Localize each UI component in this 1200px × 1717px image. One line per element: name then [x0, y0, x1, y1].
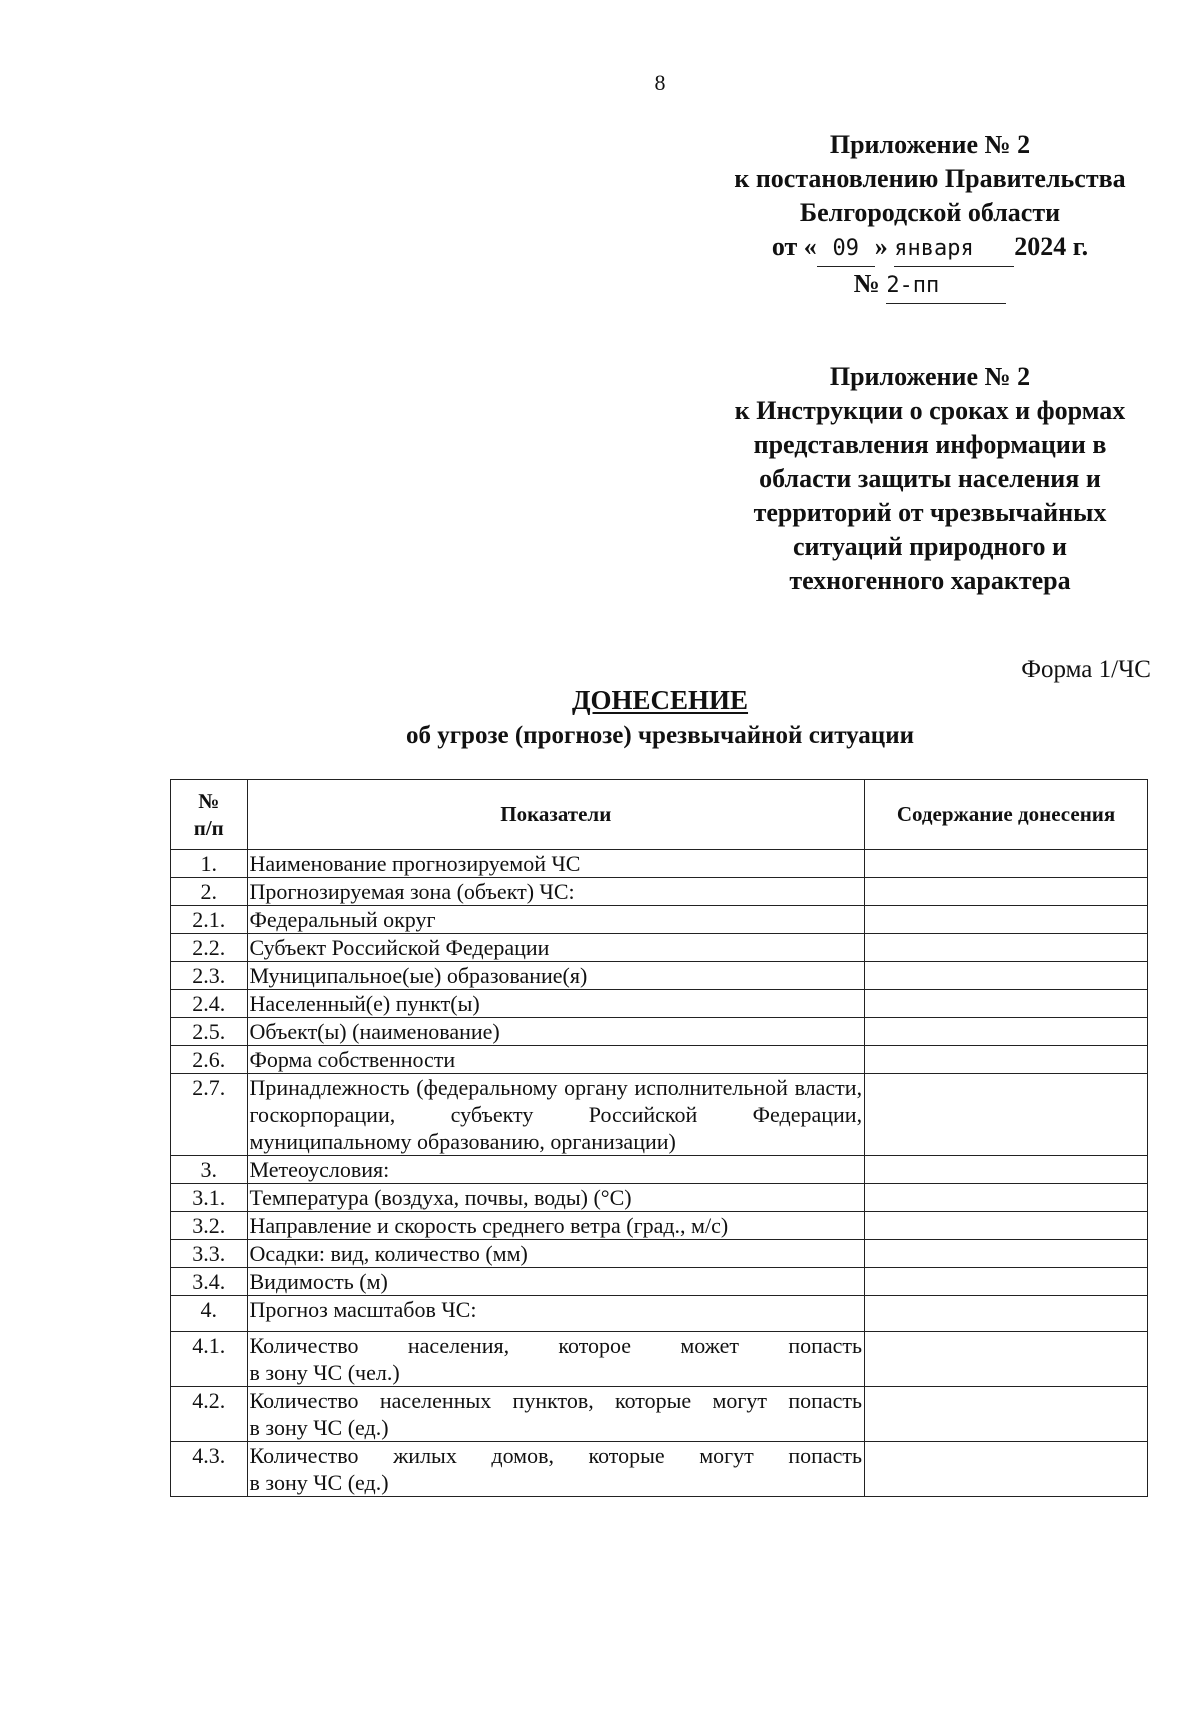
row-number: 4.: [171, 1296, 248, 1332]
row-indicator: [247, 1442, 865, 1497]
row-indicator: Температура (воздуха, почвы, воды) (°С): [247, 1184, 865, 1212]
row-value: [865, 1296, 1148, 1332]
row-value: [865, 1018, 1148, 1046]
date-prefix: от «: [771, 232, 817, 261]
appendix-decree-date: [700, 230, 1160, 267]
row-indicator: [247, 1332, 865, 1387]
row-indicator: Прогнозируемая зона (объект) ЧС:: [247, 878, 865, 906]
row-indicator: Прогноз масштабов ЧС:: [247, 1296, 865, 1332]
header-number-line1: №: [198, 788, 220, 813]
row-value: [865, 1156, 1148, 1184]
row-indicator-line2: в зону ЧС (ед.): [249, 1415, 389, 1440]
row-value: [865, 1184, 1148, 1212]
row-value: [865, 934, 1148, 962]
instruction-line: ситуаций природного и: [793, 532, 1067, 561]
table-row: [171, 1387, 1148, 1442]
row-indicator: Субъект Российской Федерации: [247, 934, 865, 962]
row-indicator-line1: Количество населенных пунктов, которые могут попасть: [249, 1388, 863, 1413]
number-prefix: №: [853, 269, 880, 298]
row-indicator: Муниципальное(ые) образование(я): [247, 962, 865, 990]
row-number: 2.4.: [171, 990, 248, 1018]
header-number-line2: п/п: [193, 815, 224, 840]
row-value: [865, 850, 1148, 878]
row-number: 3.3.: [171, 1240, 248, 1268]
date-day: 09: [817, 232, 875, 267]
row-number: 2.7.: [171, 1074, 248, 1156]
row-indicator: Метеоусловия:: [247, 1156, 865, 1184]
header-content: Содержание донесения: [865, 780, 1148, 850]
table-row: [171, 1442, 1148, 1497]
row-value: [865, 990, 1148, 1018]
table-row: [171, 990, 1148, 1018]
row-indicator: Федеральный округ: [247, 906, 865, 934]
row-indicator: Объект(ы) (наименование): [247, 1018, 865, 1046]
row-value: [865, 1332, 1148, 1387]
row-number: 2.1.: [171, 906, 248, 934]
appendix-decree-number: [700, 267, 1160, 304]
decree-number: 2-пп: [886, 269, 1006, 304]
table-row: [171, 1212, 1148, 1240]
table-row: [171, 1074, 1148, 1156]
instruction-line: Приложение № 2: [829, 362, 1031, 391]
row-indicator: Наименование прогнозируемой ЧС: [247, 850, 865, 878]
row-number: 4.1.: [171, 1332, 248, 1387]
row-indicator: Принадлежность (федеральному органу исполнительной власти, госкорпорации, субъекту Российской Федерации, муниципальному образованию, организации): [247, 1074, 865, 1156]
row-number: 2.3.: [171, 962, 248, 990]
row-indicator: Видимость (м): [247, 1268, 865, 1296]
appendix-decree-line2: к постановлению Правительства: [734, 164, 1126, 193]
table-row: [171, 906, 1148, 934]
header-number: [171, 780, 248, 850]
form-code: Форма 1/ЧС: [1021, 656, 1151, 683]
row-value: [865, 1268, 1148, 1296]
instruction-line: области защиты населения и: [759, 464, 1101, 493]
row-value: [865, 906, 1148, 934]
header-indicators: Показатели: [247, 780, 865, 850]
row-indicator: Форма собственности: [247, 1046, 865, 1074]
table-row: [171, 962, 1148, 990]
row-number: 2.6.: [171, 1046, 248, 1074]
row-number: 3.2.: [171, 1212, 248, 1240]
row-value: [865, 1387, 1148, 1442]
table-row: [171, 1240, 1148, 1268]
page-number: 8: [654, 70, 666, 95]
row-indicator: Осадки: вид, количество (мм): [247, 1240, 865, 1268]
appendix-decree-header: [700, 128, 1160, 304]
row-number: 3.4.: [171, 1268, 248, 1296]
row-value: [865, 878, 1148, 906]
row-number: 3.1.: [171, 1184, 248, 1212]
document-subtitle: об угрозе (прогнозе) чрезвычайной ситуации: [405, 722, 915, 749]
instruction-line: техногенного характера: [789, 566, 1071, 595]
row-number: 4.2.: [171, 1387, 248, 1442]
table-row: [171, 850, 1148, 878]
row-number: 1.: [171, 850, 248, 878]
row-indicator: Направление и скорость среднего ветра (град., м/с): [247, 1212, 865, 1240]
row-value: [865, 962, 1148, 990]
row-value: [865, 1074, 1148, 1156]
table-row: [171, 1018, 1148, 1046]
row-value: [865, 1212, 1148, 1240]
row-indicator-line2: в зону ЧС (ед.): [249, 1470, 389, 1495]
appendix-decree-line3: Белгородской области: [799, 198, 1061, 227]
table-row: [171, 1296, 1148, 1332]
instruction-line: представления информации в: [753, 430, 1107, 459]
row-indicator-line1: Количество населения, которое может попасть: [249, 1333, 863, 1358]
table-header-row: [171, 780, 1148, 850]
row-number: 2.: [171, 878, 248, 906]
date-year: 2024 г.: [1014, 232, 1089, 261]
instruction-line: к Инструкции о сроках и формах: [734, 396, 1126, 425]
table-row: [171, 934, 1148, 962]
appendix-instruction-header: [700, 360, 1160, 598]
row-number: 4.3.: [171, 1442, 248, 1497]
date-month: января: [894, 232, 1014, 267]
row-indicator: Населенный(е) пункт(ы): [247, 990, 865, 1018]
table-row: [171, 1156, 1148, 1184]
table-row: [171, 1332, 1148, 1387]
row-number: 2.2.: [171, 934, 248, 962]
row-indicator: [247, 1387, 865, 1442]
table-row: [171, 1184, 1148, 1212]
row-value: [865, 1442, 1148, 1497]
row-value: [865, 1240, 1148, 1268]
row-number: 3.: [171, 1156, 248, 1184]
document-title: ДОНЕСЕНИЕ: [571, 685, 749, 715]
row-value: [865, 1046, 1148, 1074]
date-mid: »: [874, 232, 888, 261]
row-number: 2.5.: [171, 1018, 248, 1046]
instruction-line: территорий от чрезвычайных: [753, 498, 1107, 527]
appendix-decree-line1: Приложение № 2: [829, 130, 1031, 159]
row-indicator-line1: Количество жилых домов, которые могут попасть: [249, 1443, 863, 1468]
row-indicator-line2: в зону ЧС (чел.): [249, 1360, 400, 1385]
table-row: [171, 1268, 1148, 1296]
report-table: [170, 779, 1148, 1497]
table-row: [171, 1046, 1148, 1074]
table-row: [171, 878, 1148, 906]
